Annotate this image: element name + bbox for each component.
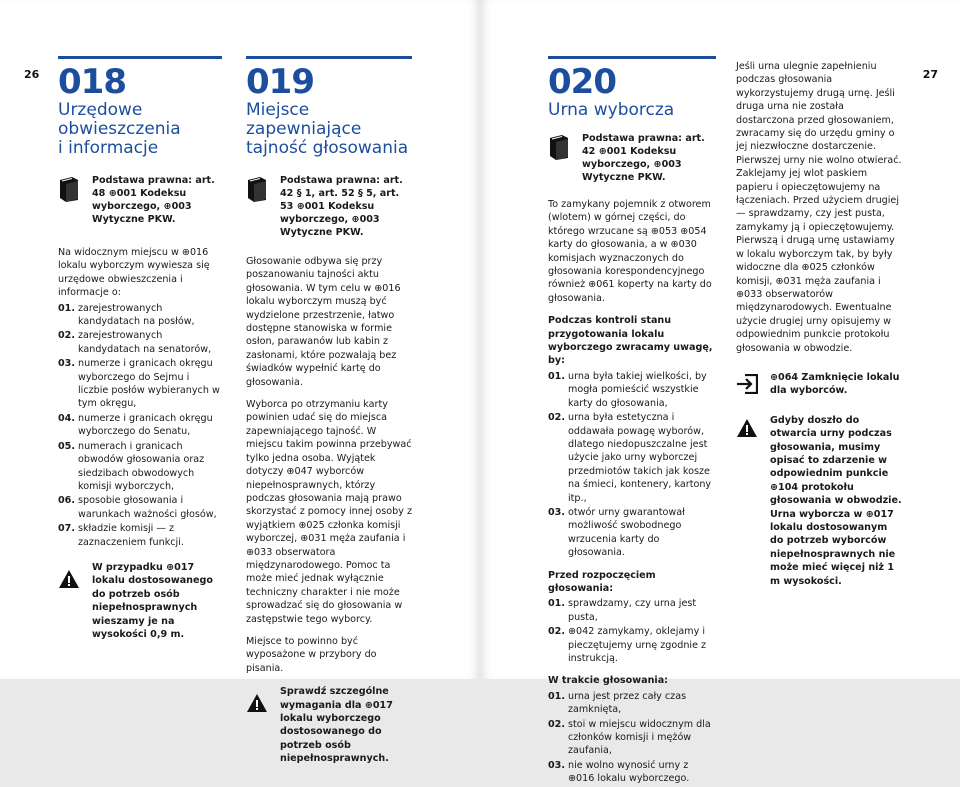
list-item: 07. składzie komisji — z zaznaczeniem funkcji. — [58, 523, 184, 548]
cross-reference — [736, 371, 904, 398]
section-title: Miejsce zapewniające tajność głosowania — [246, 100, 409, 158]
side-paragraph: Jeśli urna ulegnie zapełnieniu podczas głosowania wykorzystujemy drugą urnę. Jeśli druga urna nie została dostarczona przed głosowaniem, zwracamy się do urzędu gminy o jej niezwłoczne dostarczenie. Pierwszej urny nie wolno otwierać. Zaklejamy jej wlot paskiem papieru i opieczętowujemy na łączeniach. Przed użyciem drugiej — sprawdzamy, czy jest pusta, zamykamy ją i opieczętowujemy. Pierwszą i drugą urnę ustawiamy w lokalu wyborczym tak, by były widoczne dla ⊕025 członków komisji, ⊕031 męża zaufania i ⊕033 obserwatorów międzynarodowych. Ewentualne użycie drugiej urny opisujemy w odpowiednim punkcie protokołu głosowania w obwodzie. — [736, 61, 902, 354]
list-item: 06. sposobie głosowania i warunkach ważności głosów, — [58, 495, 217, 520]
list-item: 03. numerze i granicach okręgu wyborczego do Sejmu i liczbie posłów wybieranych w tym okręgu, — [58, 358, 220, 410]
warning-icon — [58, 569, 80, 589]
page-number: 27 — [922, 68, 938, 81]
side-column — [736, 60, 904, 588]
section-rule — [548, 56, 716, 59]
legal-basis: Podstawa prawna: art. 42 § 1, art. 52 § 5, art. 53 ⊕001 Kodeksu wyborczego, ⊕003 Wytyczne PKW. — [246, 174, 412, 239]
list-item: 02. urna była estetyczna i oddawała powagę wyborów, dlatego niedopuszczalne jest użycie jako urny wyborczej przedmiotów takich jak kosze na śmieci, kontenery, kartony itp., — [548, 412, 712, 504]
section-rule — [246, 56, 412, 59]
list-item: 01. zarejestrowanych kandydatach na posłów, — [58, 302, 195, 328]
list-item: 01. urna jest przez cały czas zamknięta, — [548, 690, 687, 716]
book-icon — [548, 134, 570, 160]
book-icon — [246, 176, 268, 202]
warning-icon — [736, 418, 758, 438]
list-item: 01. urna była takiej wielkości, by mogła pomieścić wszystkie karty do głosowania, — [548, 370, 707, 409]
notice-list — [58, 302, 222, 549]
section-number: 020 — [548, 62, 616, 102]
during-list — [548, 690, 716, 786]
warning-note: Gdyby doszło do otwarcia urny podczas głosowania, musimy opisać to zdarzenie w odpowiednim punkcie ⊕104 protokołu głosowania w obwodzie. Urna wyborcza w ⊕017 lokalu dostosowanym do potrzeb wyborców niepełnosprawnych nie może mieć więcej niż 1 m wysokości. — [736, 414, 904, 588]
section-body — [246, 255, 412, 675]
book-icon — [58, 176, 80, 202]
section-rule — [58, 56, 222, 59]
section-number: 019 — [246, 62, 314, 102]
right-page — [481, 0, 960, 785]
warning-note: Sprawdź szczególne wymagania dla ⊕017 lokalu wyborczego dostosowanego do potrzeb osób niepełnosprawnych. — [246, 685, 412, 765]
before-list — [548, 597, 716, 665]
list-item: 04. numerze i granicach okręgu wyborczego do Senatu, — [58, 412, 213, 438]
during-heading: W trakcie głosowania: — [548, 675, 669, 687]
left-page — [0, 0, 479, 765]
check-list — [548, 370, 716, 560]
before-heading: Przed rozpoczęciem głosowania: — [548, 569, 656, 594]
list-item: 02. ⊕042 zamykamy, oklejamy i pieczętujemy urnę zgodnie z instrukcją. — [548, 626, 707, 664]
section-body — [58, 246, 222, 549]
page-number: 26 — [24, 68, 40, 81]
section-title: Urzędowe obwieszczenia i informacje — [58, 100, 181, 158]
section-018 — [58, 56, 222, 641]
section-title: Urna wyborcza — [548, 100, 675, 120]
exit-link[interactable]: ⊕064 Zamknięcie lokalu dla wyborców. — [770, 371, 900, 397]
list-item: 01. sprawdzamy, czy urna jest pusta, — [548, 598, 697, 623]
intro-text: To zamykany pojemnik z otworem (wlotem) w górnej części, do którego wrzucane są ⊕053 ⊕054 karty do głosowania, a w ⊕030 komisjach wyznaczonych do głosowania korespondencyjnego również ⊕061 koperty na karty do głosowania. — [548, 199, 712, 304]
section-body — [548, 198, 716, 786]
warning-note: W przypadku ⊕017 lokalu dostosowanego do potrzeb osób niepełnosprawnych wieszamy je na wysokości 0,9 m. — [58, 561, 222, 641]
exit-icon — [736, 374, 758, 394]
section-020 — [548, 56, 716, 787]
paragraph: Miejsce to powinno być wyposażone w przybory do pisania. — [246, 635, 377, 674]
list-item: 03. otwór urny gwarantował możliwość swobodnego wrzucenia karty do głosowania. — [548, 506, 685, 559]
legal-basis: Podstawa prawna: art. 48 ⊕001 Kodeksu wyborczego, ⊕003 Wytyczne PKW. — [58, 174, 222, 226]
section-number: 018 — [58, 62, 126, 102]
legal-basis: Podstawa prawna: art. 42 ⊕001 Kodeksu wyborczego, ⊕003 Wytyczne PKW. — [548, 132, 716, 184]
list-item: 03. nie wolno wynosić urny z ⊕016 lokalu wyborczego. — [548, 759, 690, 785]
list-item: 05. numerach i granicach obwodów głosowania oraz siedzibach obwodowych komisji wyborczych, — [58, 440, 205, 492]
warning-icon — [246, 693, 268, 713]
list-item: 02. stoi w miejscu widocznym dla członków komisji i mężów zaufania, — [548, 718, 711, 757]
section-019 — [246, 56, 412, 766]
intro-text: Na widocznym miejscu w ⊕016 lokalu wyborczym wywiesza się urzędowe obwieszczenia i informacje o: — [58, 247, 210, 299]
list-item: 02. zarejestrowanych kandydatach na senatorów, — [58, 330, 212, 355]
paragraph: Wyborca po otrzymaniu karty powinien udać się do miejsca zapewniającego tajność. W miejscu takim powinna przebywać tylko jedna osoba. Wyjątek dotyczy ⊕047 wyborców niepełnosprawnych, którzy podczas głosowania mają prawo skorzystać z pomocy innej osoby z wyjątkiem ⊕025 członka komisji wyborczej, ⊕031 męża zaufania i ⊕033 obserwatora międzynarodowego. Pomoc ta może mieć jednak wyłącznie techniczny charakter i nie może sprowadzać się do głosowania w zastępstwie tego wyborcy. — [246, 399, 412, 625]
check-heading: Podczas kontroli stanu przygotowania lokalu wyborczego zwracamy uwagę, by: — [548, 315, 713, 367]
paragraph: Głosowanie odbywa się przy poszanowaniu tajności aktu głosowania. W tym celu w ⊕016 lokalu wyborczym muszą być wydzielone przestrzenie, łatwo dostępne stanowiska w formie osłon, parawanów lub kabin z zasłonami, które pozwalają bez świadków wypełnić kartę do głosowania. — [246, 256, 401, 388]
